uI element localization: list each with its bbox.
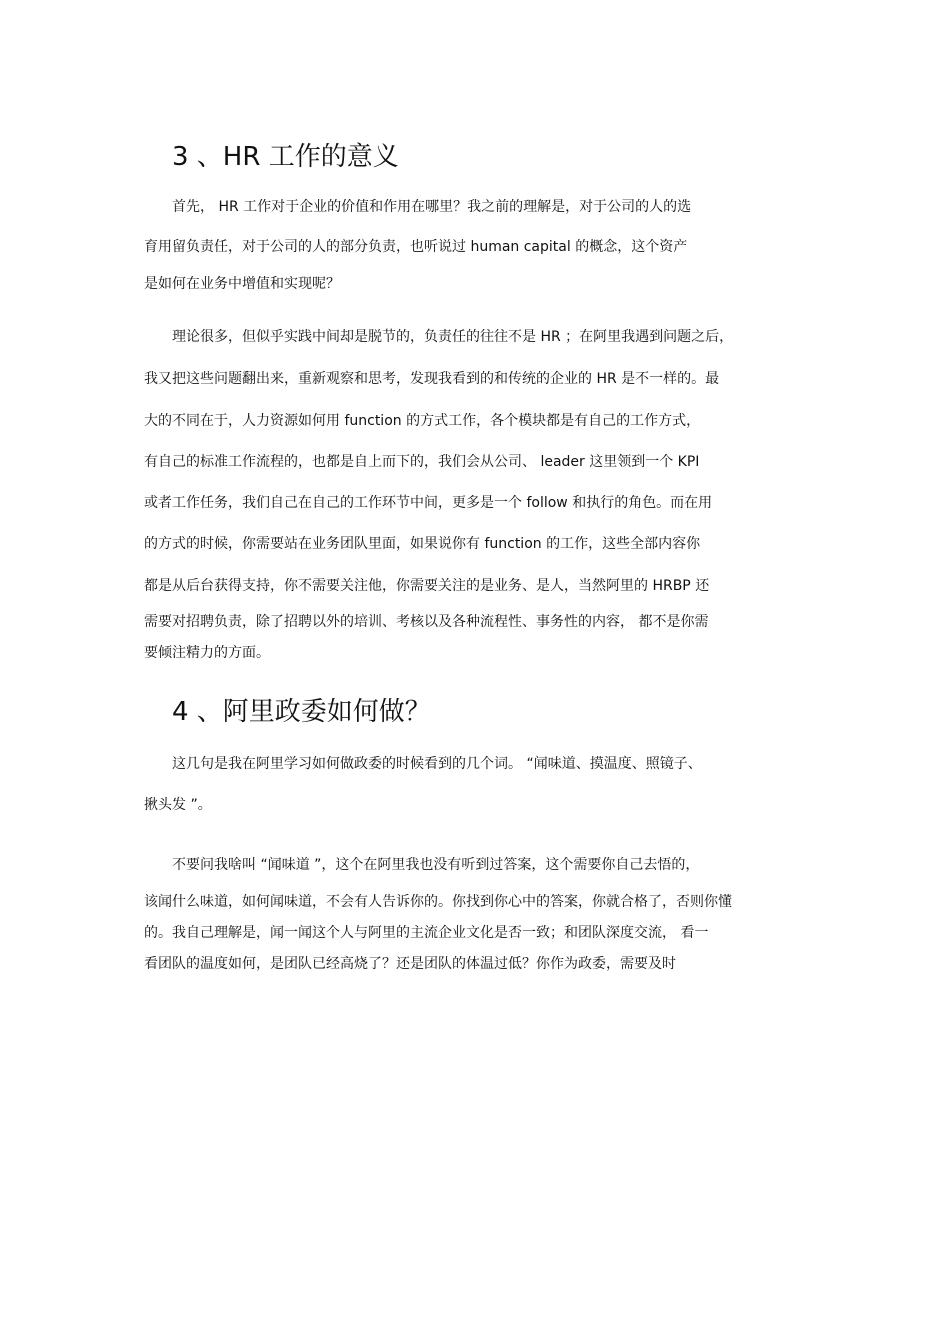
section-3-para-2-line-7: 都是从后台获得支持，你不需要关注他，你需要关注的是业务、是人，当然阿里的 HRBP 还: [144, 578, 710, 594]
section-4-heading: 4 、阿里政委如何做？: [172, 697, 431, 727]
section-3-para-2-line-9: 要倾注精力的方面。: [144, 645, 270, 661]
section-3-para-1-line-3: 是如何在业务中增值和实现呢？: [144, 276, 340, 292]
section-3-para-2-line-8: 需要对招聘负责，除了招聘以外的培训、考核以及各种流程性、事务性的内容， 都不是你需: [144, 614, 709, 630]
section-3-para-2-line-5: 或者工作任务，我们自己在自己的工作环节中间，更多是一个 follow 和执行的角色。而在用: [144, 495, 713, 511]
section-4-para-2-line-4: 看团队的温度如何，是团队已经高烧了？还是团队的体温过低？你作为政委，需要及时: [144, 956, 676, 972]
section-4-para-1-line-2: 揪头发 ”。: [144, 797, 212, 813]
section-3-para-2-line-2: 我又把这些问题翻出来，重新观察和思考，发现我看到的和传统的企业的 HR 是不一样的。最: [144, 371, 720, 387]
section-3-para-1-line-1: 首先， HR 工作对于企业的价值和作用在哪里？我之前的理解是，对于公司的人的选: [172, 199, 692, 215]
section-4-para-2-line-1: 不要问我啥叫 “闻味道 ”，这个在阿里我也没有听到过答案，这个需要你自己去悟的，: [172, 857, 700, 873]
section-3-para-2-line-4: 有自己的标准工作流程的，也都是自上而下的，我们会从公司、 leader 这里领到一个 KPI: [144, 454, 700, 470]
section-3-para-2-line-1: 理论很多，但似乎实践中间却是脱节的，负责任的往往不是 HR ；在阿里我遇到问题之后，: [172, 329, 734, 345]
section-3-para-1-line-2: 育用留负责任，对于公司的人的部分负责，也听说过 human capital 的概念，这个资产: [144, 239, 688, 255]
section-4-para-2-line-3: 的。我自己理解是，闻一闻这个人与阿里的主流企业文化是否一致；和团队深度交流， 看一: [144, 925, 709, 941]
section-4-para-2-line-2: 该闻什么味道，如何闻味道，不会有人告诉你的。你找到你心中的答案，你就合格了，否则你懂: [144, 894, 732, 910]
section-4-para-1-line-1: 这几句是我在阿里学习如何做政委的时候看到的几个词。 “闻味道、摸温度、照镜子、: [172, 756, 702, 772]
section-3-para-2-line-3: 大的不同在于，人力资源如何用 function 的方式工作，各个模块都是有自己的工作方式，: [144, 413, 701, 429]
section-3-para-2-line-6: 的方式的时候，你需要站在业务团队里面，如果说你有 function 的工作，这些全部内容你: [144, 536, 701, 552]
section-3-heading: 3 、HR 工作的意义: [172, 142, 399, 172]
